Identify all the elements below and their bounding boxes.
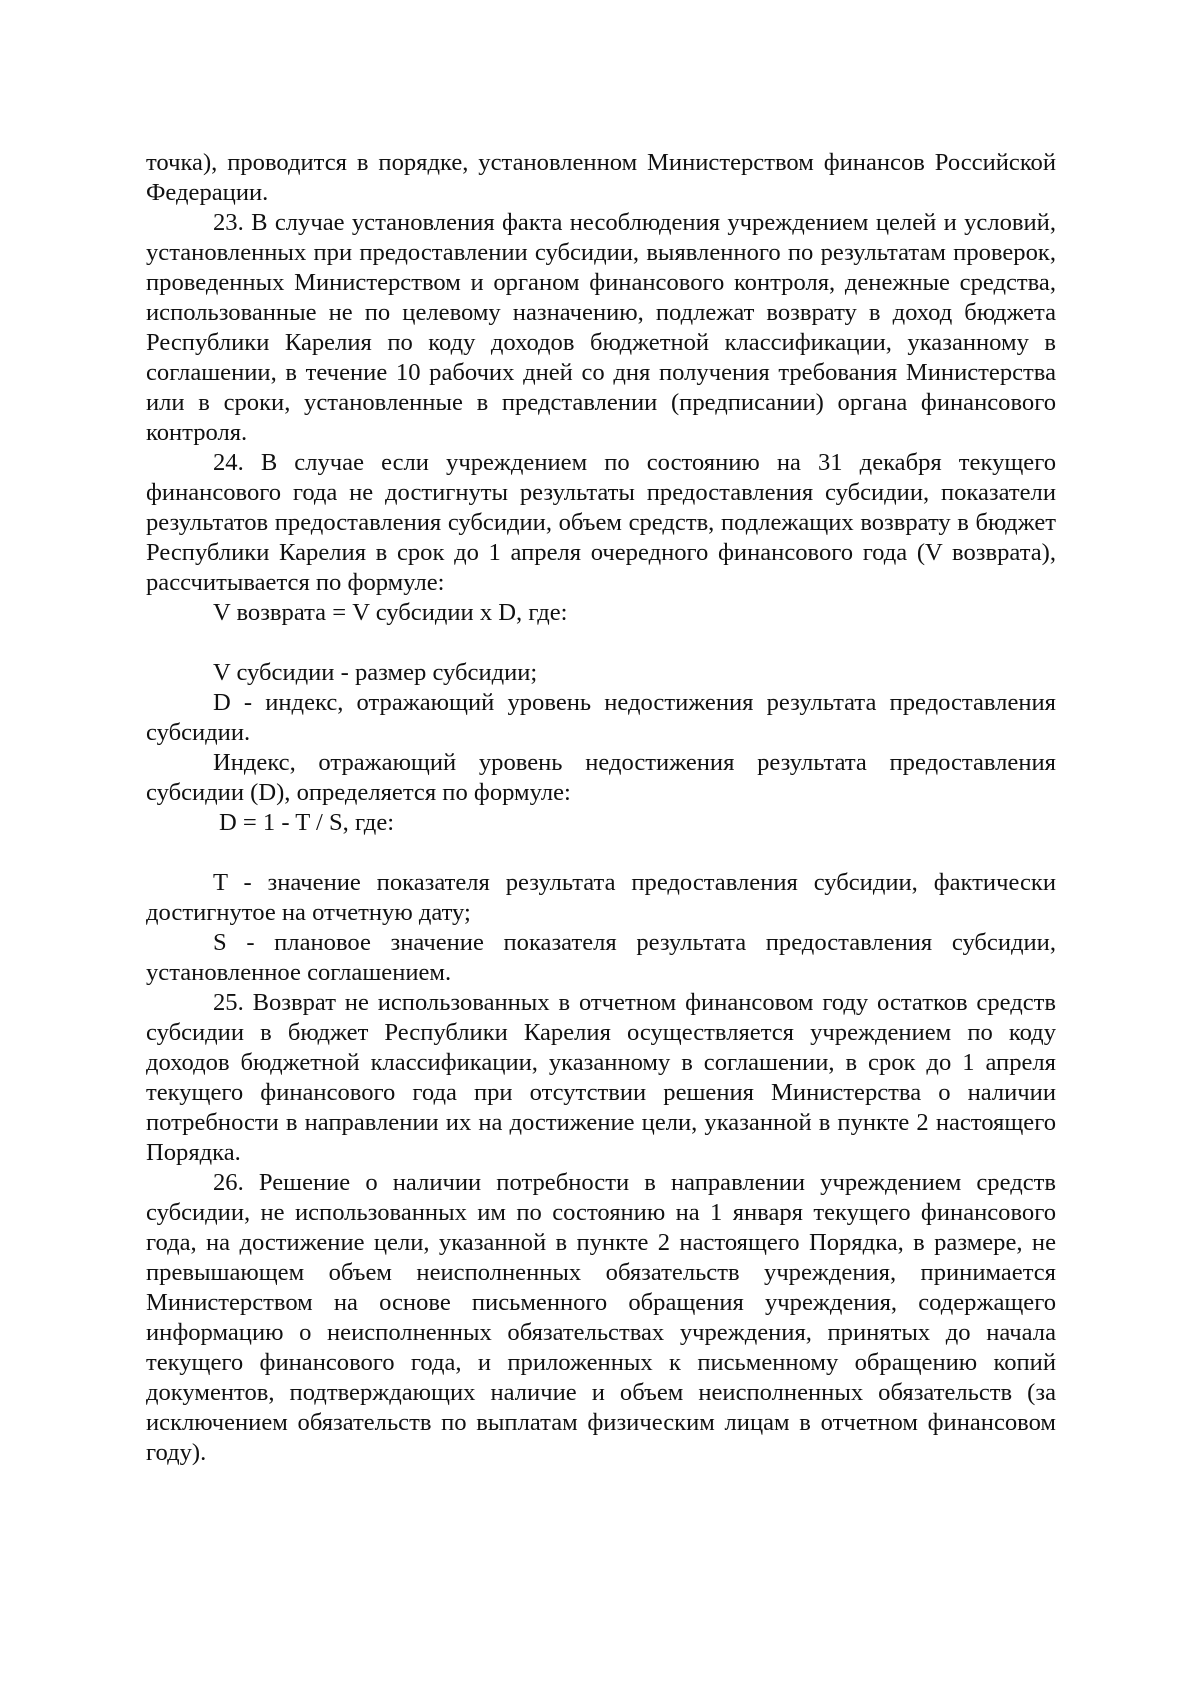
paragraph-26: 26. Решение о наличии потребности в направлении учреждением средств субсидии, не использованных им по состоянию на 1 января текущего финансового года, на достижение цели, указанной в пункте 2 настоящего Порядка, в размере, не превышающем объем неисполненных обязательств учреждения, принимается Министерством на основе письменного обращения учреждения, содержащего информацию о неисполненных обязательствах учреждения, принятых до начала текущего финансового года, и приложенных к письменному обращению копий документов, подтверждающих наличие и объем неисполненных обязательств (за исключением обязательств по выплатам физическим лицам в отчетном финансовом году).	[146, 1169, 1056, 1466]
blank-line	[146, 838, 1056, 868]
document-page	[146, 148, 1056, 1468]
definition-t: T - значение показателя результата предоставления субсидии, фактически достигнутое на отчетную дату;	[146, 869, 1056, 926]
paragraph-continuation: точка), проводится в порядке, установленном Министерством финансов Российской Федерации.	[146, 149, 1056, 206]
paragraph-23: 23. В случае установления факта несоблюдения учреждением целей и условий, установленных при предоставлении субсидии, выявленного по результатам проверок, проведенных Министерством и органом финансового контроля, денежные средства, использованные не по целевому назначению, подлежат возврату в доход бюджета Республики Карелия по коду доходов бюджетной классификации, указанному в соглашении, в течение 10 рабочих дней со дня получения требования Министерства или в сроки, установленные в представлении (предписании) органа финансового контроля.	[146, 209, 1056, 446]
formula-d: D = 1 - T / S, где:	[219, 809, 395, 836]
paragraph-24: 24. В случае если учреждением по состоянию на 31 декабря текущего финансового года не достигнуты результаты предоставления субсидии, показатели результатов предоставления субсидии, объем средств, подлежащих возврату в бюджет Республики Карелия в срок до 1 апреля очередного финансового года (V возврата), рассчитывается по формуле:	[146, 449, 1056, 596]
definition-d-index: D - индекс, отражающий уровень недостижения результата предоставления субсидии.	[146, 689, 1056, 746]
definition-v-subsidy: V субсидии - размер субсидии;	[213, 659, 538, 686]
paragraph-index-intro: Индекс, отражающий уровень недостижения результата предоставления субсидии (D), определяется по формуле:	[146, 749, 1056, 806]
paragraph-25: 25. Возврат не использованных в отчетном финансовом году остатков средств субсидии в бюджет Республики Карелия осуществляется учреждением по коду доходов бюджетной классификации, указанному в соглашении, в срок до 1 апреля текущего финансового года при отсутствии решения Министерства о наличии потребности в направлении их на достижение цели, указанной в пункте 2 настоящего Порядка.	[146, 989, 1056, 1166]
blank-line	[146, 628, 1056, 658]
definition-s: S - плановое значение показателя результата предоставления субсидии, установленное соглашением.	[146, 929, 1056, 986]
formula-v-return: V возврата = V субсидии x D, где:	[213, 599, 568, 626]
